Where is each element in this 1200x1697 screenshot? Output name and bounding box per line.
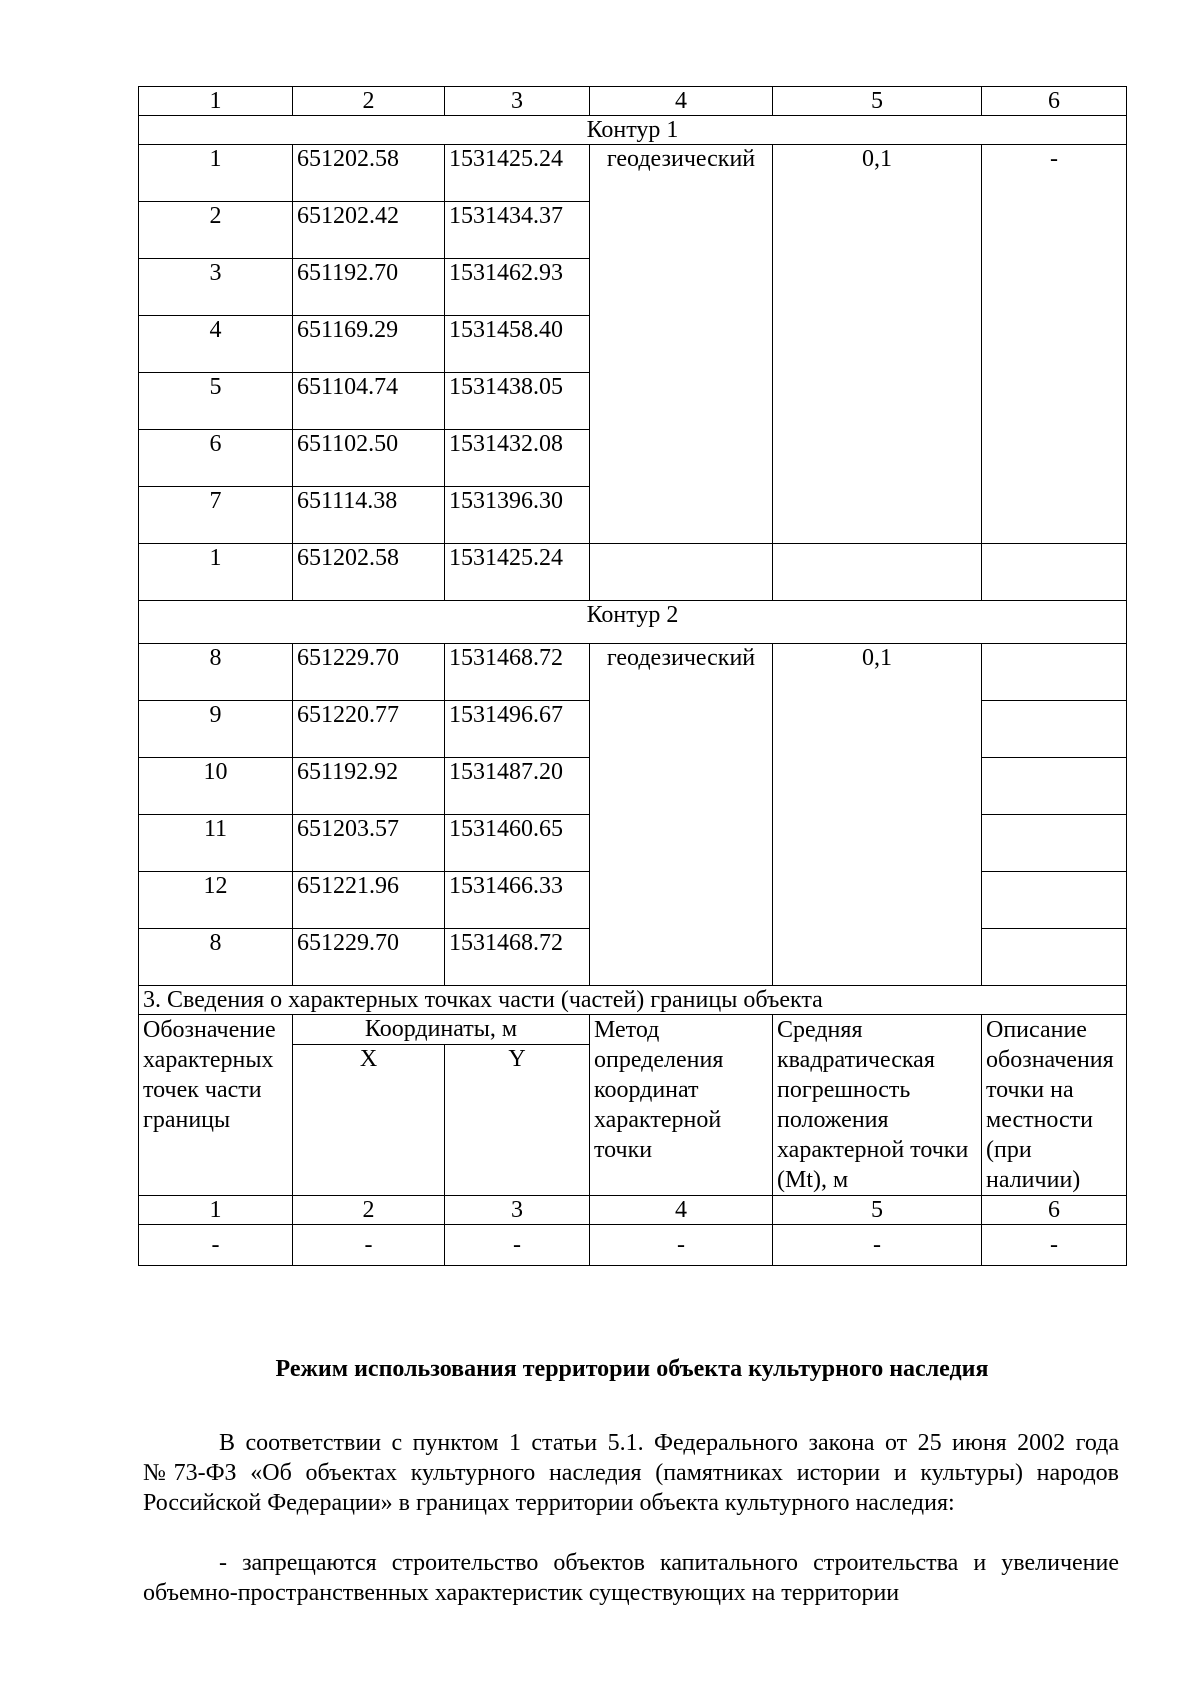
point-number: 12 (139, 872, 293, 929)
col-number: 4 (590, 87, 773, 116)
empty-cell (982, 929, 1127, 986)
dash-cell: - (590, 1225, 773, 1266)
point-x: 651202.58 (293, 544, 445, 601)
point-y: 1531458.40 (445, 316, 590, 373)
paragraph: - запрещаются строительство объектов капитального строительства и увеличение объемно-пространственных характеристик существующих на территории (143, 1550, 1119, 1606)
header-coordinates: Координаты, м (293, 1015, 590, 1045)
empty-cell (982, 872, 1127, 929)
point-y: 1531496.67 (445, 701, 590, 758)
point-y: 1531425.24 (445, 145, 590, 202)
point-y: 1531438.05 (445, 373, 590, 430)
header-accuracy: Средняя квадратическая погрешность положения характерной точки (Mt), м (773, 1015, 982, 1196)
col-number: 4 (590, 1196, 773, 1225)
point-number: 3 (139, 259, 293, 316)
dash-cell: - (982, 1225, 1127, 1266)
point-x: 651104.74 (293, 373, 445, 430)
point-number: 1 (139, 145, 293, 202)
header-x: X (293, 1045, 445, 1196)
contour-2-accuracy: 0,1 (773, 644, 982, 986)
table-row (139, 644, 1127, 701)
col-number: 1 (139, 1196, 293, 1225)
empty-cell (982, 544, 1127, 601)
col-number: 1 (139, 87, 293, 116)
col-number: 2 (293, 1196, 445, 1225)
point-x: 651202.58 (293, 145, 445, 202)
section-3-title: 3. Сведения о характерных точках части (частей) границы объекта (139, 986, 1127, 1015)
dash-cell: - (139, 1225, 293, 1266)
dash-cell: - (293, 1225, 445, 1266)
point-number: 5 (139, 373, 293, 430)
point-y: 1531487.20 (445, 758, 590, 815)
col-number: 6 (982, 87, 1127, 116)
contour-2-method: геодезический (590, 644, 773, 986)
header-designation: Обозначение характерных точек части границы (139, 1015, 293, 1196)
col-number: 3 (445, 87, 590, 116)
point-x: 651221.96 (293, 872, 445, 929)
point-y: 1531466.33 (445, 872, 590, 929)
empty-cell (982, 758, 1127, 815)
dash-cell: - (773, 1225, 982, 1266)
point-x: 651202.42 (293, 202, 445, 259)
point-x: 651102.50 (293, 430, 445, 487)
point-number: 11 (139, 815, 293, 872)
header-description: Описание обозначения точки на местности (при наличии) (982, 1015, 1127, 1196)
point-x: 651220.77 (293, 701, 445, 758)
section-3-column-number-row (139, 1196, 1127, 1225)
empty-cell (982, 644, 1127, 701)
table-row (139, 544, 1127, 601)
contour-1-accuracy: 0,1 (773, 145, 982, 544)
col-number: 5 (773, 87, 982, 116)
point-number: 8 (139, 929, 293, 986)
point-number: 1 (139, 544, 293, 601)
col-number: 3 (445, 1196, 590, 1225)
point-number: 7 (139, 487, 293, 544)
point-y: 1531425.24 (445, 544, 590, 601)
point-y: 1531468.72 (445, 644, 590, 701)
dash-cell: - (445, 1225, 590, 1266)
contour-2-title-row (139, 601, 1127, 644)
point-number: 4 (139, 316, 293, 373)
point-y: 1531396.30 (445, 487, 590, 544)
point-x: 651229.70 (293, 929, 445, 986)
contour-1-method: геодезический (590, 145, 773, 544)
point-y: 1531432.08 (445, 430, 590, 487)
contour-2-title: Контур 2 (139, 601, 1127, 644)
col-number: 2 (293, 87, 445, 116)
point-x: 651169.29 (293, 316, 445, 373)
column-number-row (139, 87, 1127, 116)
contour-1-title-row (139, 116, 1127, 145)
point-number: 8 (139, 644, 293, 701)
contour-1-title: Контур 1 (139, 116, 1127, 145)
empty-cell (773, 544, 982, 601)
col-number: 5 (773, 1196, 982, 1225)
point-x: 651229.70 (293, 644, 445, 701)
point-x: 651192.92 (293, 758, 445, 815)
point-x: 651114.38 (293, 487, 445, 544)
section-3-header-row (139, 1015, 1127, 1045)
point-x: 651203.57 (293, 815, 445, 872)
paragraph: В соответствии с пунктом 1 статьи 5.1. Федерального закона от 25 июня 2002 года №73-ФЗ «Об объектах культурного наследия (памятниках истории и культуры) народов Российской Федерации» в границах территории объекта культурного наследия: (143, 1430, 1119, 1516)
header-method: Метод определения координат характерной точки (590, 1015, 773, 1196)
section-3-title-row (139, 986, 1127, 1015)
point-number: 9 (139, 701, 293, 758)
empty-cell (590, 544, 773, 601)
point-number: 2 (139, 202, 293, 259)
coordinates-table (138, 86, 1127, 1266)
contour-1-description: - (982, 145, 1127, 544)
col-number: 6 (982, 1196, 1127, 1225)
point-y: 1531468.72 (445, 929, 590, 986)
empty-cell (982, 815, 1127, 872)
point-y: 1531462.93 (445, 259, 590, 316)
table-row (139, 1225, 1127, 1266)
section-heading: Режим использования территории объекта культурного наследия (275, 1356, 989, 1382)
point-y: 1531460.65 (445, 815, 590, 872)
point-y: 1531434.37 (445, 202, 590, 259)
header-y: Y (445, 1045, 590, 1196)
table-row (139, 145, 1127, 202)
empty-cell (982, 701, 1127, 758)
point-x: 651192.70 (293, 259, 445, 316)
point-number: 10 (139, 758, 293, 815)
point-number: 6 (139, 430, 293, 487)
